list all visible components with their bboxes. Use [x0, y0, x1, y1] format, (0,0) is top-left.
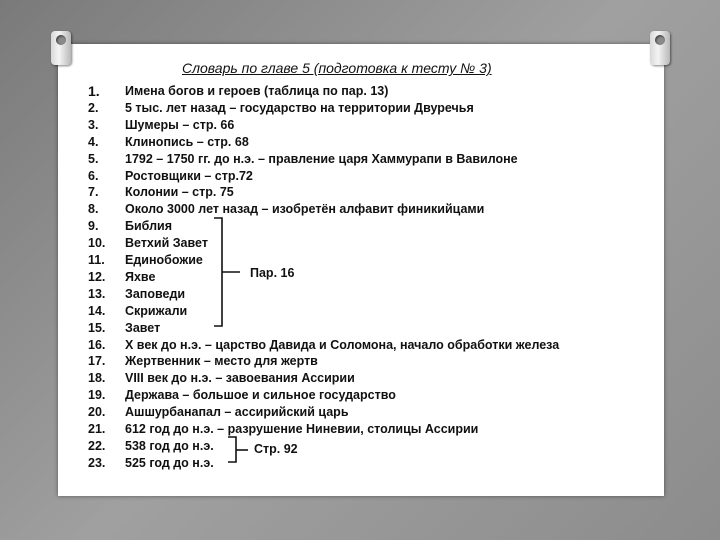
list-item-number: 9.	[88, 219, 99, 234]
list-item-text: Яхве	[125, 269, 156, 284]
list-item-text: Ростовщики – стр.72	[125, 168, 253, 183]
list-item-text: Единобожие	[125, 253, 203, 267]
page-title: Словарь по главе 5 (подготовка к тесту № 3)	[182, 60, 492, 76]
pushpin-right-icon	[650, 31, 670, 65]
list-item-text: VIII век до н.э. – завоевания Ассирии	[125, 371, 355, 386]
list-item-number: 20.	[88, 405, 106, 420]
list-item-number: 6.	[88, 168, 99, 183]
list-item-text: 5 тыс. лет назад – государство на территории Двуречья	[125, 100, 474, 115]
list-item-text: Колонии – стр. 75	[125, 185, 234, 200]
list-item-text: 612 год до н.э. – разрушение Ниневии, столицы Ассирии	[125, 422, 479, 436]
list-item-number: 18.	[88, 371, 106, 386]
list-item-text: Скрижали	[125, 303, 188, 318]
list-item-number: 8.	[88, 202, 99, 217]
list-item-number: 3.	[88, 117, 99, 132]
list-item-text: 538 год до н.э.	[125, 438, 214, 453]
list-item-number: 22.	[88, 438, 106, 453]
list-item-text: Заповеди	[125, 286, 186, 301]
reference-str92: Стр. 92	[254, 442, 298, 456]
list-item-text: Ветхий Завет	[125, 236, 208, 251]
list-item-number: 14.	[88, 303, 106, 318]
list-item-number: 13.	[88, 286, 106, 301]
list-item-text: Имена богов и героев (таблица по пар. 13)	[125, 84, 389, 98]
list-item-number: 2.	[88, 100, 99, 115]
list-item-text: 1792 – 1750 гг. до н.э. – правление царя Хаммурапи в Вавилоне	[125, 151, 518, 166]
list-item-text: Х век до н.э. – царство Давида и Соломона, начало обработки железа	[125, 337, 560, 352]
list-item-number: 7.	[88, 185, 99, 200]
list-item-text: Жертвенник – место для жертв	[125, 354, 318, 369]
pushpin-left-icon	[51, 31, 71, 65]
list-item-number: 10.	[88, 236, 106, 251]
list-item-text: Держава – большое и сильное государство	[125, 388, 396, 403]
list-item-text: 525 год до н.э.	[125, 455, 214, 470]
list-item-number: 23.	[88, 455, 106, 470]
list-item-number: 11.	[88, 253, 105, 267]
list-item-text: Завет	[125, 320, 161, 335]
list-item-number: 4.	[88, 134, 99, 149]
list-item-number: 5.	[88, 151, 99, 166]
list-item-number: 12.	[88, 269, 106, 284]
list-item-text: Ашшурбанапал – ассирийский царь	[125, 405, 349, 420]
list-item-number: 17.	[88, 354, 106, 369]
list-item-number: 19.	[88, 388, 106, 403]
list-item-number: 16.	[88, 337, 106, 352]
list-item-text: Библия	[125, 219, 172, 234]
list-item-number: 1.	[88, 83, 100, 99]
list-item-number: 15.	[88, 320, 106, 335]
list-item-text: Около 3000 лет назад – изобретён алфавит финикийцами	[125, 202, 485, 217]
reference-par16: Пар. 16	[250, 266, 295, 280]
list-item-number: 21.	[88, 422, 106, 436]
list-item-text: Шумеры – стр. 66	[125, 117, 235, 132]
list-item-text: Клинопись – стр. 68	[125, 134, 249, 149]
